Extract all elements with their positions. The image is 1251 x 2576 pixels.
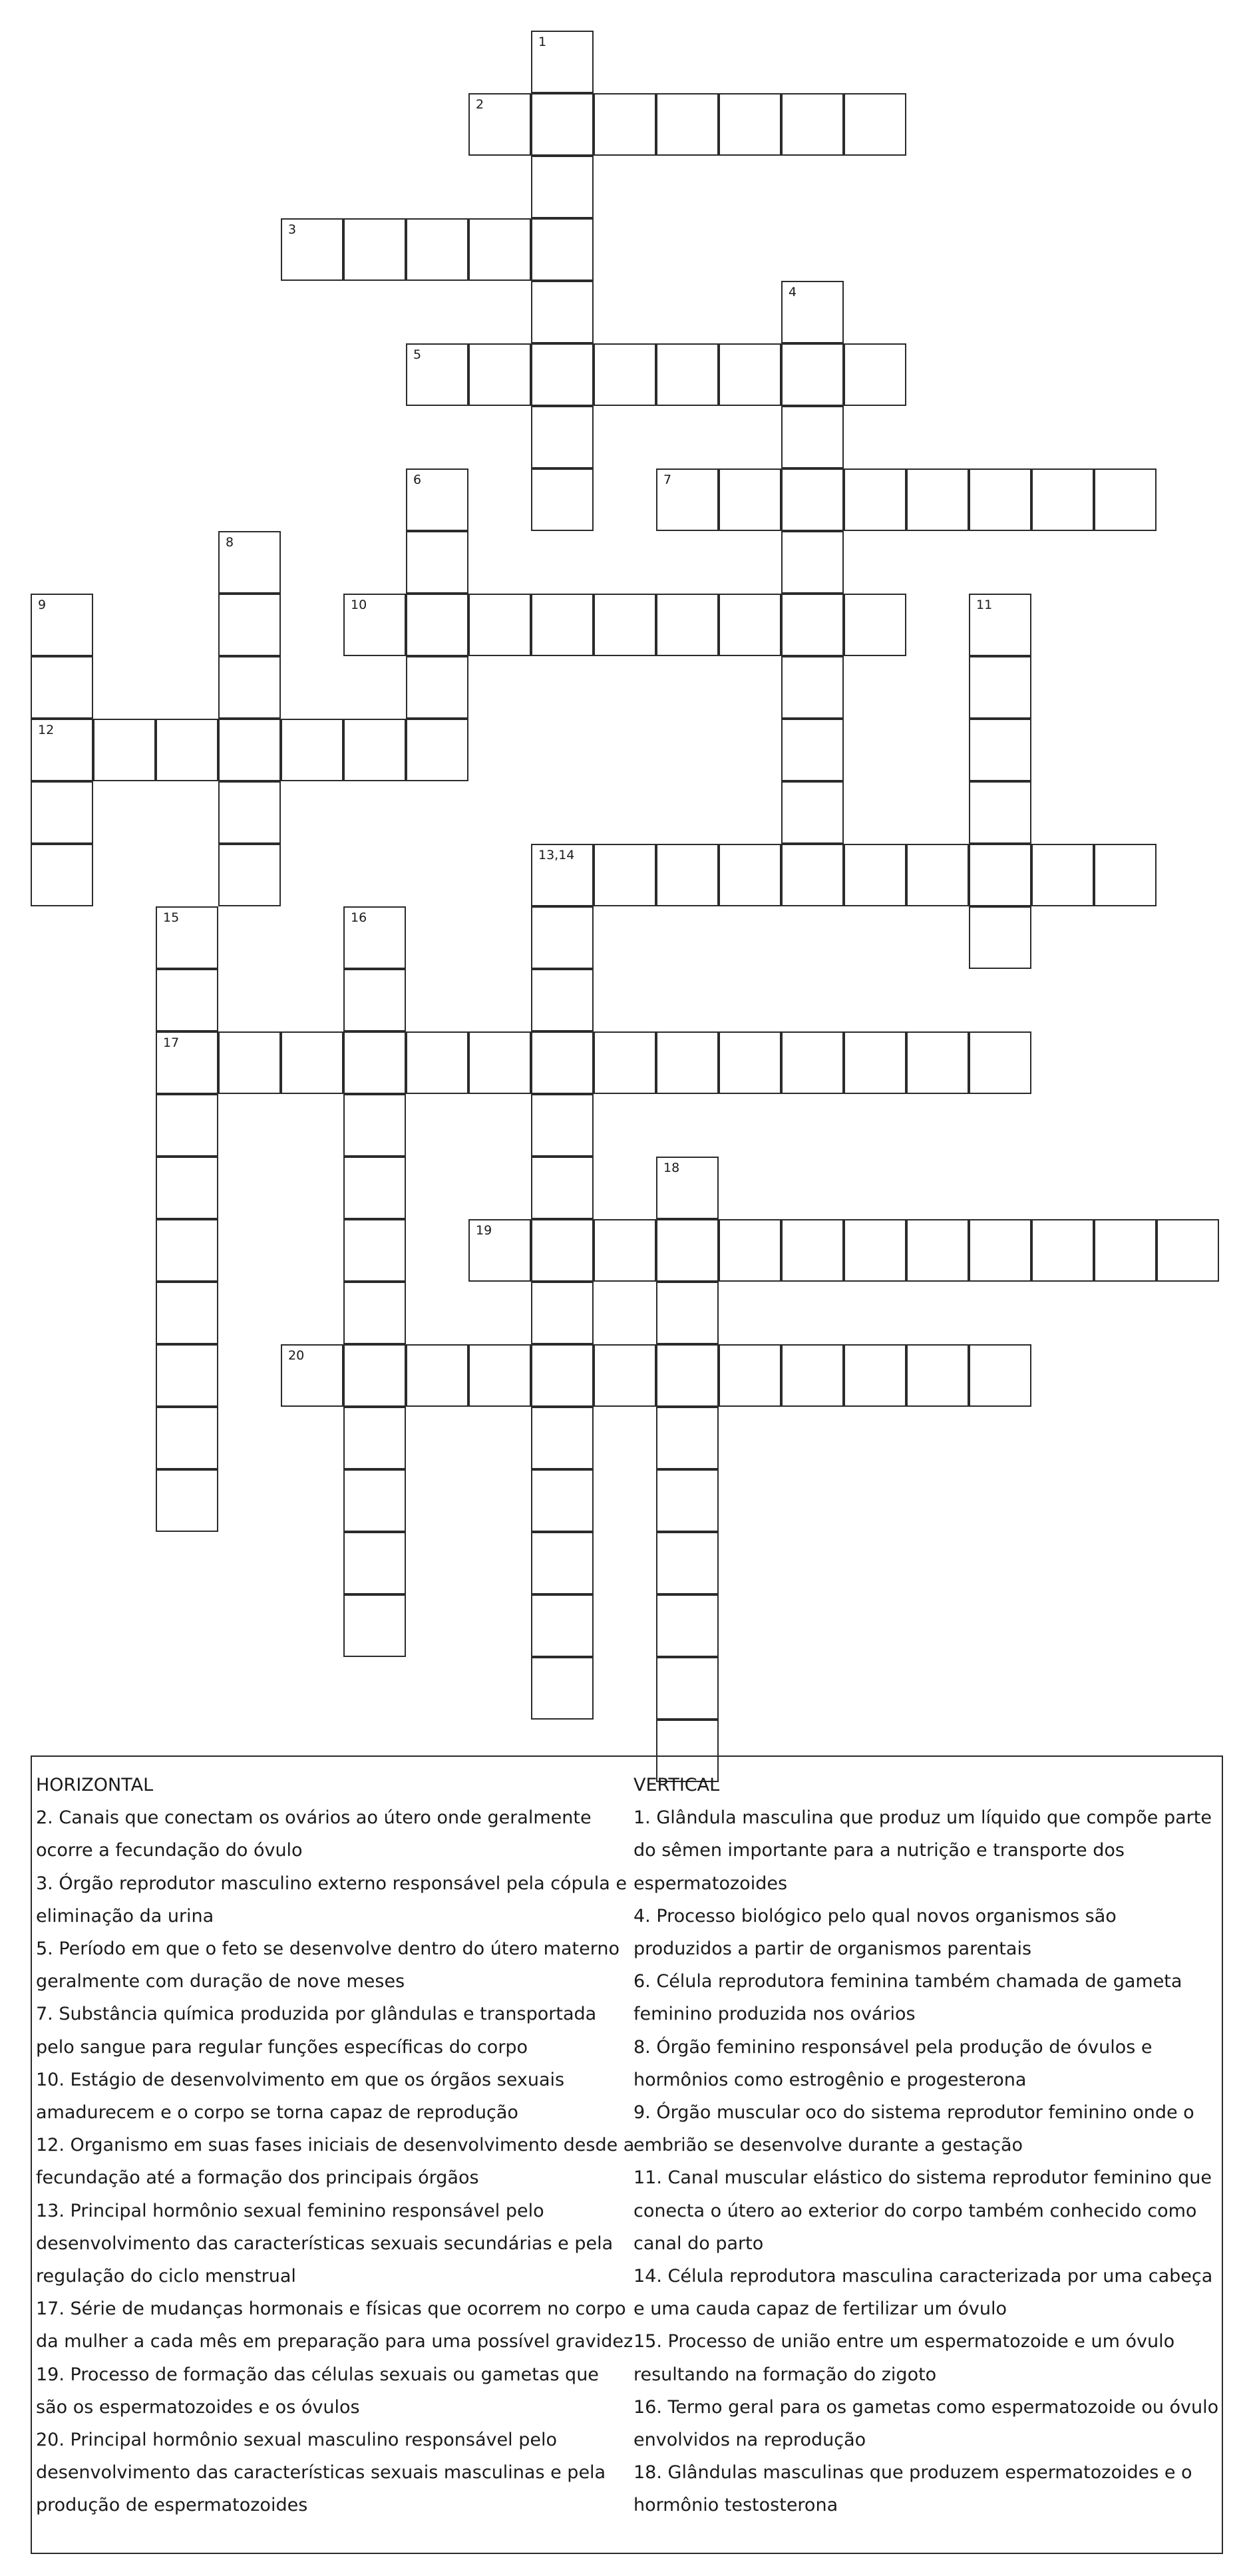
crossword-cell[interactable]: [781, 531, 844, 594]
crossword-cell[interactable]: [218, 656, 281, 719]
crossword-cell[interactable]: [156, 1157, 218, 1219]
crossword-cell[interactable]: [594, 844, 656, 906]
clue-v1: 1. Glândula masculina que produz um líquido que compõe parte do sêmen importante para a nutrição e transporte dos espermatozoides: [633, 1807, 1212, 1894]
crossword-cell[interactable]: [844, 468, 906, 531]
crossword-cell[interactable]: [31, 656, 93, 719]
clue-h12: 12. Organismo em suas fases iniciais de desenvolvimento desde a fecundação até a formação dos principais órgãos: [36, 2135, 635, 2189]
crossword-cell[interactable]: [594, 1219, 656, 1282]
crossword-cell[interactable]: [594, 594, 656, 656]
clue-v14: 14. Célula reprodutora masculina caracterizada por uma cabeça e uma cauda capaz de fertilizar um óvulo: [633, 2266, 1213, 2320]
crossword-cell[interactable]: [1094, 844, 1157, 906]
cell-number: 16: [351, 910, 367, 925]
crossword-cell[interactable]: [781, 281, 844, 343]
crossword-cell[interactable]: [31, 719, 93, 781]
cell-number: 9: [38, 598, 47, 612]
crossword-cell[interactable]: [218, 1031, 281, 1094]
crossword-cell[interactable]: [406, 719, 468, 781]
cell-number: 17: [163, 1035, 180, 1050]
crossword-cell[interactable]: [844, 343, 906, 406]
clue-h13: 13. Principal hormônio sexual feminino responsável pelo desenvolvimento das características sexuais secundárias e pela regulação do ciclo menstrual: [36, 2200, 614, 2287]
crossword-cell[interactable]: [156, 1031, 218, 1094]
clue-v11: 11. Canal muscular elástico do sistema reprodutor feminino que conecta o útero ao exterior do corpo também conhecido como canal do parto: [633, 2167, 1212, 2254]
crossword-cell[interactable]: [343, 1282, 406, 1344]
crossword-cell[interactable]: [531, 1031, 594, 1094]
cell-number: 4: [789, 285, 797, 299]
cell-number: 3: [288, 222, 297, 237]
crossword-cell[interactable]: [531, 1157, 594, 1219]
crossword-cell[interactable]: [969, 906, 1031, 969]
cell-number: 20: [288, 1348, 305, 1363]
crossword-cell[interactable]: [781, 1344, 844, 1407]
crossword-cell[interactable]: [531, 93, 594, 156]
crossword-cell[interactable]: [1031, 1219, 1094, 1282]
vertical-title: VERTICAL: [633, 1775, 720, 1795]
crossword-cell[interactable]: [656, 1594, 719, 1657]
clue-v8: 8. Órgão feminino responsável pela produção de óvulos e hormônios como estrogênio e progesterona: [633, 2036, 1153, 2090]
crossword-cell[interactable]: [531, 281, 594, 343]
crossword-cell[interactable]: [468, 343, 531, 406]
crossword-cell[interactable]: [218, 719, 281, 781]
crossword-cell[interactable]: [656, 468, 719, 531]
crossword-cell[interactable]: [406, 1344, 468, 1407]
crossword-cell[interactable]: [343, 1594, 406, 1657]
crossword-cell[interactable]: [156, 1344, 218, 1407]
crossword-cell[interactable]: [281, 218, 343, 281]
crossword-cell[interactable]: [906, 468, 969, 531]
crossword-cell[interactable]: [406, 218, 468, 281]
clue-h20: 20. Principal hormônio sexual masculino responsável pelo desenvolvimento das características sexuais masculinas e pela produção de espermatozoides: [36, 2430, 606, 2516]
crossword-cell[interactable]: [531, 1094, 594, 1157]
crossword-cell[interactable]: [1094, 1219, 1157, 1282]
crossword-cell[interactable]: [531, 1657, 594, 1720]
crossword-cell[interactable]: [656, 1469, 719, 1532]
cell-number: 2: [476, 97, 484, 112]
crossword-cell[interactable]: [93, 719, 156, 781]
crossword-cell[interactable]: [156, 1219, 218, 1282]
crossword-cell[interactable]: [719, 1031, 781, 1094]
crossword-cell[interactable]: [781, 1219, 844, 1282]
crossword-cell[interactable]: [406, 594, 468, 656]
crossword-cell[interactable]: [156, 1094, 218, 1157]
crossword-cell[interactable]: [531, 343, 594, 406]
crossword-cell[interactable]: [31, 781, 93, 844]
crossword-cell[interactable]: [781, 594, 844, 656]
crossword-cell[interactable]: [343, 906, 406, 969]
crossword-cell[interactable]: [969, 594, 1031, 656]
crossword-cell[interactable]: [531, 1407, 594, 1469]
vertical-clues: [633, 1769, 1219, 2522]
crossword-cell[interactable]: [656, 1657, 719, 1720]
clue-v9: 9. Órgão muscular oco do sistema reprodutor feminino onde o embrião se desenvolve durante a gestação: [633, 2102, 1194, 2156]
horizontal-title: HORIZONTAL: [36, 1775, 154, 1795]
crossword-cell[interactable]: [1031, 844, 1094, 906]
cell-number: 5: [413, 347, 422, 362]
crossword-cell[interactable]: [406, 343, 468, 406]
crossword-cell[interactable]: [969, 781, 1031, 844]
crossword-cell[interactable]: [406, 1031, 468, 1094]
clue-h3: 3. Órgão reprodutor masculino externo responsável pela cópula e eliminação da urina: [36, 1873, 627, 1927]
crossword-cell[interactable]: [468, 93, 531, 156]
crossword-cell[interactable]: [343, 594, 406, 656]
crossword-cell[interactable]: [594, 1031, 656, 1094]
horizontal-clues: [36, 1769, 635, 2522]
crossword-cell[interactable]: [531, 1344, 594, 1407]
crossword-cell[interactable]: [343, 218, 406, 281]
crossword-cell[interactable]: [844, 1219, 906, 1282]
clue-v4: 4. Processo biológico pelo qual novos organismos são produzidos a partir de organismos parentais: [633, 1905, 1117, 1960]
crossword-cell[interactable]: [781, 844, 844, 906]
crossword-cell[interactable]: [156, 969, 218, 1031]
crossword-cell[interactable]: [719, 93, 781, 156]
crossword-cell[interactable]: [781, 406, 844, 468]
crossword-cell[interactable]: [781, 781, 844, 844]
crossword-cell[interactable]: [468, 1031, 531, 1094]
crossword-cell[interactable]: [218, 531, 281, 594]
crossword-cell[interactable]: [531, 156, 594, 218]
crossword-cell[interactable]: [531, 218, 594, 281]
crossword-cell[interactable]: [343, 1157, 406, 1219]
crossword-cell[interactable]: [31, 594, 93, 656]
crossword-cell[interactable]: [719, 343, 781, 406]
crossword-cell[interactable]: [531, 1469, 594, 1532]
crossword-cell[interactable]: [281, 719, 343, 781]
cell-number: 15: [163, 910, 180, 925]
crossword-cell[interactable]: [594, 93, 656, 156]
cell-number: 1: [538, 35, 547, 49]
cell-number: 19: [476, 1223, 492, 1238]
crossword-cell[interactable]: [719, 1344, 781, 1407]
crossword-cell[interactable]: [406, 656, 468, 719]
crossword-cell[interactable]: [656, 1532, 719, 1594]
crossword-cell[interactable]: [1094, 468, 1157, 531]
crossword-cell[interactable]: [531, 1282, 594, 1344]
clue-h19: 19. Processo de formação das células sexuais ou gametas que são os espermatozoides e os óvulos: [36, 2364, 599, 2418]
crossword-cell[interactable]: [281, 1344, 343, 1407]
crossword-cell[interactable]: [281, 1031, 343, 1094]
crossword-cell[interactable]: [156, 906, 218, 969]
crossword-cell[interactable]: [218, 594, 281, 656]
crossword-cell[interactable]: [531, 31, 594, 93]
crossword-cell[interactable]: [468, 1219, 531, 1282]
crossword-cell[interactable]: [656, 844, 719, 906]
crossword-cell[interactable]: [343, 1219, 406, 1282]
crossword-cell[interactable]: [719, 594, 781, 656]
crossword-cell[interactable]: [531, 969, 594, 1031]
crossword-cell[interactable]: [781, 1031, 844, 1094]
crossword-cell[interactable]: [343, 1031, 406, 1094]
crossword-cell[interactable]: [656, 1407, 719, 1469]
crossword-cell[interactable]: [531, 844, 594, 906]
crossword-cell[interactable]: [656, 1219, 719, 1282]
cell-number: 8: [226, 535, 234, 550]
crossword-cell[interactable]: [218, 844, 281, 906]
crossword-cell[interactable]: [844, 93, 906, 156]
crossword-cell[interactable]: [656, 343, 719, 406]
crossword-cell[interactable]: [656, 93, 719, 156]
crossword-cell[interactable]: [656, 1157, 719, 1219]
crossword-cell[interactable]: [781, 468, 844, 531]
crossword-cell[interactable]: [156, 719, 218, 781]
clue-h17: 17. Série de mudanças hormonais e físicas que ocorrem no corpo da mulher a cada mês em preparação para uma possível gravidez: [36, 2299, 633, 2352]
crossword-cell[interactable]: [531, 1532, 594, 1594]
crossword-cell[interactable]: [969, 656, 1031, 719]
crossword-cell[interactable]: [1157, 1219, 1219, 1282]
crossword-cell[interactable]: [468, 1344, 531, 1407]
crossword-cell[interactable]: [656, 1031, 719, 1094]
crossword-cell[interactable]: [844, 594, 906, 656]
crossword-cell[interactable]: [531, 468, 594, 531]
crossword-cell[interactable]: [531, 906, 594, 969]
crossword-cell[interactable]: [969, 719, 1031, 781]
crossword-cell[interactable]: [343, 1407, 406, 1469]
crossword-cell[interactable]: [156, 1407, 218, 1469]
clue-h10: 10. Estágio de desenvolvimento em que os órgãos sexuais amadurecem e o corpo se torna capaz de reprodução: [36, 2069, 565, 2123]
crossword-cell[interactable]: [343, 719, 406, 781]
crossword-cell[interactable]: [719, 844, 781, 906]
crossword-cell[interactable]: [31, 844, 93, 906]
crossword-cell[interactable]: [844, 1031, 906, 1094]
crossword-cell[interactable]: [969, 844, 1031, 906]
clue-v16: 16. Termo geral para os gametas como espermatozoide ou óvulo envolvidos na reprodução: [633, 2396, 1219, 2451]
clue-h7: 7. Substância química produzida por glândulas e transportada pelo sangue para regular funções específicas do corpo: [36, 2004, 597, 2058]
crossword-cell[interactable]: [781, 93, 844, 156]
crossword-cell[interactable]: [969, 1031, 1031, 1094]
crossword-cell[interactable]: [343, 1344, 406, 1407]
cell-number: 18: [663, 1161, 680, 1175]
crossword-cell[interactable]: [468, 594, 531, 656]
crossword-cell[interactable]: [343, 969, 406, 1031]
crossword-cell[interactable]: [531, 406, 594, 468]
cell-number: 13,14: [538, 848, 575, 862]
crossword-cell[interactable]: [343, 1532, 406, 1594]
cell-number: 7: [663, 472, 672, 487]
crossword-cell[interactable]: [218, 781, 281, 844]
crossword-cell[interactable]: [656, 1344, 719, 1407]
crossword-cell[interactable]: [594, 343, 656, 406]
clues-box: [31, 1755, 1223, 2554]
crossword-cell[interactable]: [844, 1344, 906, 1407]
cell-number: 10: [351, 598, 367, 612]
crossword-cell[interactable]: [156, 1282, 218, 1344]
clue-h2: 2. Canais que conectam os ovários ao útero onde geralmente ocorre a fecundação do óvulo: [36, 1807, 592, 1861]
crossword-cell[interactable]: [531, 594, 594, 656]
crossword-cell[interactable]: [531, 1219, 594, 1282]
crossword-cell[interactable]: [969, 468, 1031, 531]
crossword-cell[interactable]: [906, 1219, 969, 1282]
crossword-cell[interactable]: [781, 719, 844, 781]
crossword-cell[interactable]: [969, 1219, 1031, 1282]
cell-number: 12: [38, 723, 55, 737]
cell-number: 11: [976, 598, 993, 612]
crossword-cell[interactable]: [531, 1594, 594, 1657]
crossword-cell[interactable]: [906, 1344, 969, 1407]
cell-number: 6: [413, 472, 422, 487]
crossword-cell[interactable]: [656, 594, 719, 656]
crossword-cell[interactable]: [406, 468, 468, 531]
crossword-cell[interactable]: [343, 1094, 406, 1157]
clue-v18: 18. Glândulas masculinas que produzem espermatozoides e o hormônio testosterona: [633, 2462, 1192, 2516]
clue-v15: 15. Processo de união entre um espermatozoide e um óvulo resultando na formação do zigoto: [633, 2331, 1175, 2385]
clue-h5: 5. Período em que o feto se desenvolve dentro do útero materno geralmente com duração de nove meses: [36, 1938, 620, 1992]
crossword-cell[interactable]: [719, 1219, 781, 1282]
crossword-cell[interactable]: [468, 218, 531, 281]
crossword-cell[interactable]: [906, 844, 969, 906]
crossword-cell[interactable]: [343, 1469, 406, 1532]
crossword-cell[interactable]: [656, 1282, 719, 1344]
clue-v6: 6. Célula reprodutora feminina também chamada de gameta feminino produzida nos ovários: [633, 1971, 1182, 2025]
crossword-cell[interactable]: [844, 844, 906, 906]
crossword-cell[interactable]: [156, 1469, 218, 1532]
crossword-cell[interactable]: [406, 531, 468, 594]
crossword-cell[interactable]: [719, 468, 781, 531]
crossword-cell[interactable]: [594, 1344, 656, 1407]
crossword-cell[interactable]: [781, 343, 844, 406]
crossword-cell[interactable]: [781, 656, 844, 719]
crossword-cell[interactable]: [1031, 468, 1094, 531]
crossword-cell[interactable]: [969, 1344, 1031, 1407]
crossword-cell[interactable]: [906, 1031, 969, 1094]
